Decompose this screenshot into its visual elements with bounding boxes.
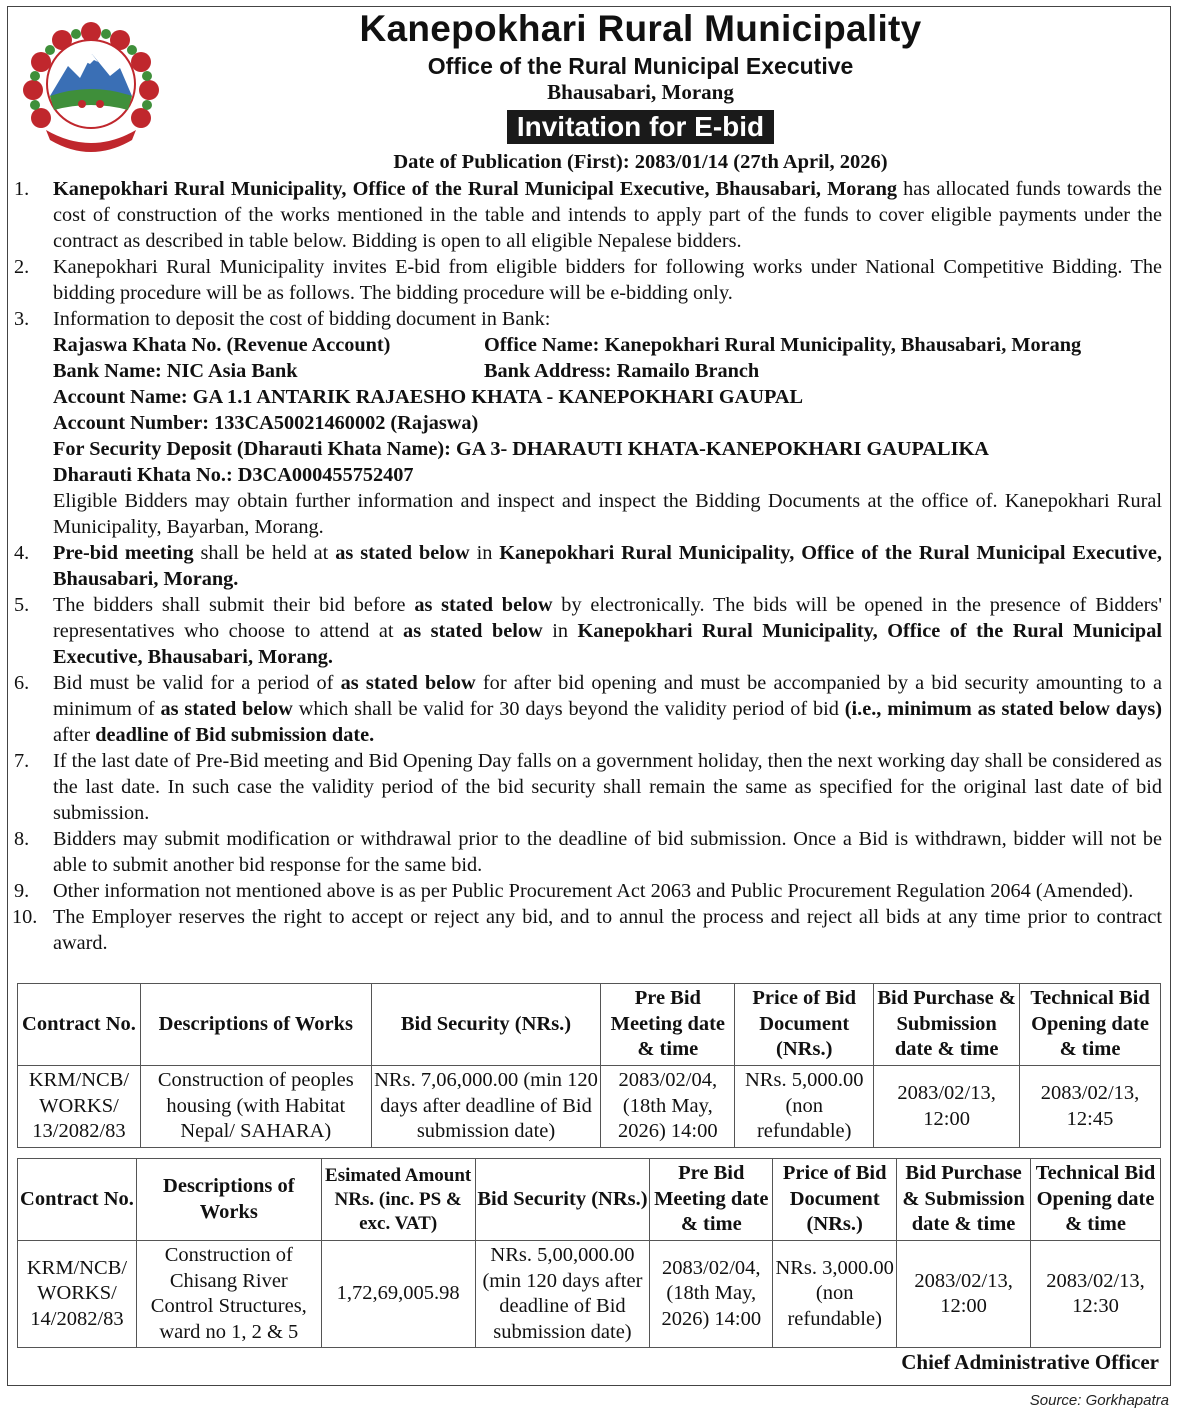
nepal-government-emblem-icon bbox=[20, 18, 162, 160]
bold-text: Kanepokhari Rural Municipality, Office of the Rural Municipal Executive, Bhausabari, Morang bbox=[53, 178, 897, 200]
text-run: in bbox=[469, 542, 500, 564]
office-name: Office Name: Kanepokhari Rural Municipality, Bhausabari, Morang bbox=[484, 334, 1082, 356]
bold-text: as stated below bbox=[414, 594, 553, 616]
bold-text: Kanepokhari Rural Municipality, Office of the Rural Municipal Executive, Bhausabari, Morang. bbox=[53, 620, 1162, 668]
municipality-title: Kanepokhari Rural Municipality bbox=[359, 8, 922, 49]
source-credit: Source: Gorkhapatra bbox=[1029, 1392, 1169, 1409]
clause-item: 5. The bidders shall submit their bid before as stated below by electronically. The bids will be opened in the presence of Bidders' representatives who choose to attend at as stated below in Kanepokhari Rural Municipality, Office of the Rural Municipal Executive, Bhausabari, Morang. bbox=[14, 594, 1162, 668]
table-cell: 2083/02/13, 12:30 bbox=[1031, 1241, 1161, 1348]
header-cell: Price of Bid Document (NRs.) bbox=[773, 1159, 897, 1241]
header-cell: Price of Bid Document (NRs.) bbox=[735, 984, 874, 1066]
table-cell: KRM/NCB/ WORKS/ 14/2082/83 bbox=[18, 1241, 137, 1348]
table-cell: NRs. 7,06,000.00 (min 120 days after deadline of Bid submission date) bbox=[371, 1066, 601, 1148]
bold-text: Pre-bid meeting bbox=[53, 542, 194, 564]
table-cell: 2083/02/13, 12:00 bbox=[897, 1241, 1031, 1348]
table-cell: 2083/02/04, (18th May, 2026) 14:00 bbox=[601, 1066, 735, 1148]
text-run: Kanepokhari Rural Municipality invites E-bid from eligible bidders for following works under National Competitive Bidding. The bidding procedure will be as follows. The bidding procedure will be e-bidding only. bbox=[53, 256, 1162, 304]
bank-details bbox=[53, 332, 1162, 488]
clause-item: 4. Pre-bid meeting shall be held at as stated below in Kanepokhari Rural Municipality, Office of the Rural Municipal Executive, Bhausabari, Morang. bbox=[14, 542, 1162, 590]
security-deposit-account: For Security Deposit (Dharauti Khata Name): GA 3- DHARAUTI KHATA-KANEPOKHARI GAUPALIKA bbox=[53, 438, 989, 460]
bank-address: Bank Address: Ramailo Branch bbox=[484, 360, 760, 382]
contract-table-2 bbox=[17, 1158, 1161, 1348]
bank-name: Bank Name: NIC Asia Bank bbox=[53, 360, 298, 382]
text-run: by electronically. The bids will be opened in the presence of Bidders' representatives who choose to attend at bbox=[53, 594, 1162, 642]
table-cell: 1,72,69,005.98 bbox=[321, 1241, 475, 1348]
clause-item: 9. Other information not mentioned above is as per Public Procurement Act 2063 and Public Procurement Regulation 2064 (Amended). bbox=[14, 880, 1134, 902]
dharauti-khata-number: Dharauti Khata No.: D3CA000455752407 bbox=[53, 464, 414, 486]
header-cell: Esimated Amount NRs. (inc. PS & exc. VAT) bbox=[321, 1159, 475, 1241]
bold-text: deadline of Bid submission date. bbox=[95, 724, 375, 746]
signatory: Chief Administrative Officer bbox=[901, 1350, 1159, 1374]
office-subtitle: Office of the Rural Municipal Executive bbox=[427, 53, 854, 79]
location-line: Bhausabari, Morang bbox=[547, 80, 734, 104]
table-header-row bbox=[18, 1159, 1161, 1241]
table-cell: NRs. 5,00,000.00 (min 120 days after deadline of Bid submission date) bbox=[475, 1241, 650, 1348]
clause-item: 6. Bid must be valid for a period of as stated below for after bid opening and must be accompanied by a bid security amounting to a minimum of as stated below which shall be valid for 30 days beyond the validity period of bid (i.e., minimum as stated below days) after deadline of Bid submission date. bbox=[14, 672, 1162, 746]
text-run: If the last date of Pre-Bid meeting and Bid Opening Day falls on a government holiday, then the next working day shall be considered as the last date. In such case the validity period of the bid security shall remain the same as specified for the original last date of bid submission. bbox=[53, 750, 1162, 824]
table-cell: Construction of Chisang River Control Structures, ward no 1, 2 & 5 bbox=[136, 1241, 321, 1348]
header-cell: Technical Bid Opening date & time bbox=[1020, 984, 1161, 1066]
clause-item: 3. Information to deposit the cost of bidding document in Bank: Rajaswa Khata No. (Revenue Account) Office Name: Kanepokhari Rural Municipality, Bhausabari, Morang Bank Name: NIC Asia Bank Bank Address: Ramailo Branch Account Name: GA 1.1 ANTARIK RAJAESHO KHATA - KANEPOKHARI GAUPAL Account Number: 133CA50021460002 (Rajaswa) For Security Deposit (Dharauti Khata Name): GA 3- DHARAUTI KHATA-KANEPOKHARI GAUPALIKA Dharauti Khata No.: D3CA000455752407 Eligible Bidders may obtain further information and inspect and inspect the Bidding Documents at the office of. Kanepokhari Rural Municipality, Bayarban, Morang. bbox=[14, 308, 1162, 538]
header-cell: Descriptions of Works bbox=[140, 984, 371, 1066]
header-cell: Bid Purchase & Submission date & time bbox=[897, 1159, 1031, 1241]
header-cell: Contract No. bbox=[18, 1159, 137, 1241]
bold-text: as stated below bbox=[160, 698, 293, 720]
table-cell: Construction of peoples housing (with Habitat Nepal/ SAHARA) bbox=[140, 1066, 371, 1148]
text-run: Other information not mentioned above is as per Public Procurement Act 2063 and Public Procurement Regulation 2064 (Amended). bbox=[53, 880, 1134, 902]
text-run: in bbox=[542, 620, 578, 642]
header-cell: Technical Bid Opening date & time bbox=[1031, 1159, 1161, 1241]
clause-item: 8. Bidders may submit modification or withdrawal prior to the deadline of bid submission. Once a Bid is withdrawn, bidder will not be able to submit another bid response for the same bid. bbox=[14, 828, 1162, 876]
clause-item: 10. The Employer reserves the right to accept or reject any bid, and to annul the process and reject all bids at any time prior to contract award. bbox=[12, 906, 1162, 954]
publication-date: Date of Publication (First): 2083/01/14 (27th April, 2026) bbox=[393, 151, 888, 173]
bold-text: (i.e., minimum as stated below days) bbox=[844, 698, 1162, 720]
contract-table-1 bbox=[17, 983, 1161, 1148]
invitation-banner: Invitation for E-bid bbox=[507, 110, 774, 144]
text-run: The Employer reserves the right to accept or reject any bid, and to annul the process and reject all bids at any time prior to contract award. bbox=[53, 906, 1162, 954]
header-cell: Contract No. bbox=[18, 984, 141, 1066]
table-cell: 2083/02/04, (18th May, 2026) 14:00 bbox=[650, 1241, 773, 1348]
bank-note: Eligible Bidders may obtain further information and inspect and inspect the Bidding Documents at the office of. Kanepokhari Rural Municipality, Bayarban, Morang. bbox=[53, 490, 1162, 538]
text-run: after bbox=[53, 724, 96, 746]
header-cell: Pre Bid Meeting date & time bbox=[601, 984, 735, 1066]
text-run: shall be held at bbox=[193, 542, 336, 564]
header-cell: Descriptions of Works bbox=[136, 1159, 321, 1241]
table-cell: KRM/NCB/ WORKS/ 13/2082/83 bbox=[18, 1066, 141, 1148]
header-cell: Pre Bid Meeting date & time bbox=[650, 1159, 773, 1241]
table-row bbox=[18, 1241, 1161, 1348]
table-cell: 2083/02/13, 12:00 bbox=[874, 1066, 1020, 1148]
clause-item: 1. Kanepokhari Rural Municipality, Office of the Rural Municipal Executive, Bhausabari, Morang has allocated funds towards the cost of construction of the works mentioned in the table and intends to apply part of the funds to cover eligible payments under the contract as described in table below. Bidding is open to all eligible Nepalese bidders. bbox=[14, 178, 1162, 252]
bold-text: as stated below bbox=[340, 672, 476, 694]
text-run: Information to deposit the cost of bidding document in Bank: bbox=[53, 308, 551, 330]
text-run: for after bid opening and must be accompanied by a bid security amounting to a minimum of bbox=[53, 672, 1162, 720]
table-cell: NRs. 3,000.00 (non refundable) bbox=[773, 1241, 897, 1348]
bold-text: as stated below bbox=[335, 542, 470, 564]
clause-item: 7. If the last date of Pre-Bid meeting and Bid Opening Day falls on a government holiday, then the next working day shall be considered as the last date. In such case the validity period of the bid security shall remain the same as specified for the original last date of bid submission. bbox=[14, 750, 1162, 824]
table-row bbox=[18, 1066, 1161, 1148]
bold-text: as stated below bbox=[403, 620, 543, 642]
header-cell: Bid Purchase & Submission date & time bbox=[874, 984, 1020, 1066]
rajaswa-label: Rajaswa Khata No. (Revenue Account) bbox=[53, 334, 391, 356]
text-run: which shall be valid for 30 days beyond the validity period of bid bbox=[292, 698, 845, 720]
table-header-row bbox=[18, 984, 1161, 1066]
text-run: has allocated funds towards the cost of construction of the works mentioned in the table and intends to apply part of the funds to cover eligible payments under the contract as described in table below. Bidding is open to all eligible Nepalese bidders. bbox=[53, 178, 1162, 252]
header-cell: Bid Security (NRs.) bbox=[475, 1159, 650, 1241]
header-cell: Bid Security (NRs.) bbox=[371, 984, 601, 1066]
clause-item: 2. Kanepokhari Rural Municipality invites E-bid from eligible bidders for following works under National Competitive Bidding. The bidding procedure will be as follows. The bidding procedure will be e-bidding only. bbox=[14, 256, 1162, 304]
bold-text: Kanepokhari Rural Municipality, Office of the Rural Municipal Executive, Bhausabari, Morang. bbox=[53, 542, 1162, 590]
text-run: Bid must be valid for a period of bbox=[53, 672, 341, 694]
notice-clauses bbox=[14, 176, 1162, 956]
account-number: Account Number: 133CA50021460002 (Rajaswa) bbox=[53, 412, 479, 434]
account-name: Account Name: GA 1.1 ANTARIK RAJAESHO KHATA - KANEPOKHARI GAUPAL bbox=[53, 386, 804, 408]
text-run: Bidders may submit modification or withdrawal prior to the deadline of bid submission. Once a Bid is withdrawn, bidder will not be able to submit another bid response for the same bid. bbox=[53, 828, 1162, 876]
text-run: The bidders shall submit their bid before bbox=[53, 594, 415, 616]
table-cell: 2083/02/13, 12:45 bbox=[1020, 1066, 1161, 1148]
table-cell: NRs. 5,000.00 (non refundable) bbox=[735, 1066, 874, 1148]
